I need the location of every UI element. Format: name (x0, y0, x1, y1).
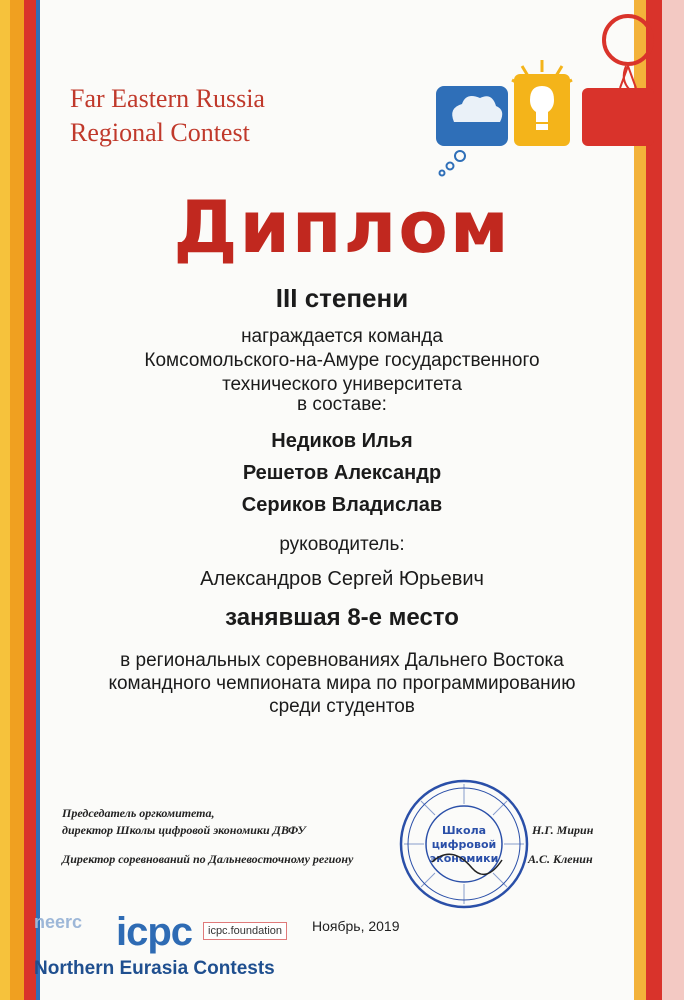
chair-title-line1: Председатель оргкомитета, (62, 806, 215, 820)
contest-logo (430, 10, 670, 180)
director-title: Директор соревнований по Дальневосточному региону (62, 852, 354, 866)
event-line-3: среди студентов (269, 696, 415, 717)
stamp-text: цифровой (431, 838, 497, 851)
thought-cloud-icon (436, 86, 508, 176)
lightbulb-icon (512, 60, 572, 146)
balloon-icon (582, 16, 654, 146)
place-text: занявшая 8-е место (225, 604, 459, 631)
awarded-line-1: награждается команда (241, 326, 443, 347)
team-member: Решетов Александр (242, 462, 442, 484)
contest-title-line1: Far Eastern Russia (70, 84, 265, 113)
neerc-logo-text: neerc (34, 912, 83, 932)
event-line-1: в региональных соревнованиях Дальнего Востока (120, 650, 564, 671)
northern-eurasia-text: Northern Eurasia Contests (34, 958, 275, 979)
awarded-line-2: Комсомольского-на-Амуре государственного (144, 350, 540, 371)
stamp-text: экономики (429, 852, 499, 865)
contest-title-line2: Regional Contest (70, 118, 250, 147)
team-member: Сериков Владислав (241, 494, 443, 516)
footer-logos (28, 910, 348, 990)
awarded-line-4: в составе: (297, 394, 387, 415)
icpc-foundation-badge: icpc.foundation (203, 922, 287, 940)
official-stamp (398, 778, 530, 910)
chair-title-line2: директор Школы цифровой экономики ДВФУ (62, 823, 306, 837)
director-name: А.С. Кленин (528, 852, 593, 866)
icpc-logo-text: icpc (116, 910, 193, 954)
coach-label: руководитель: (279, 534, 405, 555)
issue-date: Ноябрь, 2019 (312, 918, 400, 934)
team-member: Недиков Илья (271, 430, 413, 452)
diploma-degree: III степени (275, 283, 409, 313)
event-line-2: командного чемпионата мира по программированию (108, 673, 576, 694)
awarded-line-3: технического университета (222, 374, 462, 395)
diploma-title: Диплом (173, 185, 511, 269)
contest-title (70, 82, 265, 150)
coach-name: Александров Сергей Юрьевич (200, 568, 484, 590)
stamp-text: Школа (441, 824, 487, 837)
chair-name: Н.Г. Мирин (532, 823, 594, 837)
